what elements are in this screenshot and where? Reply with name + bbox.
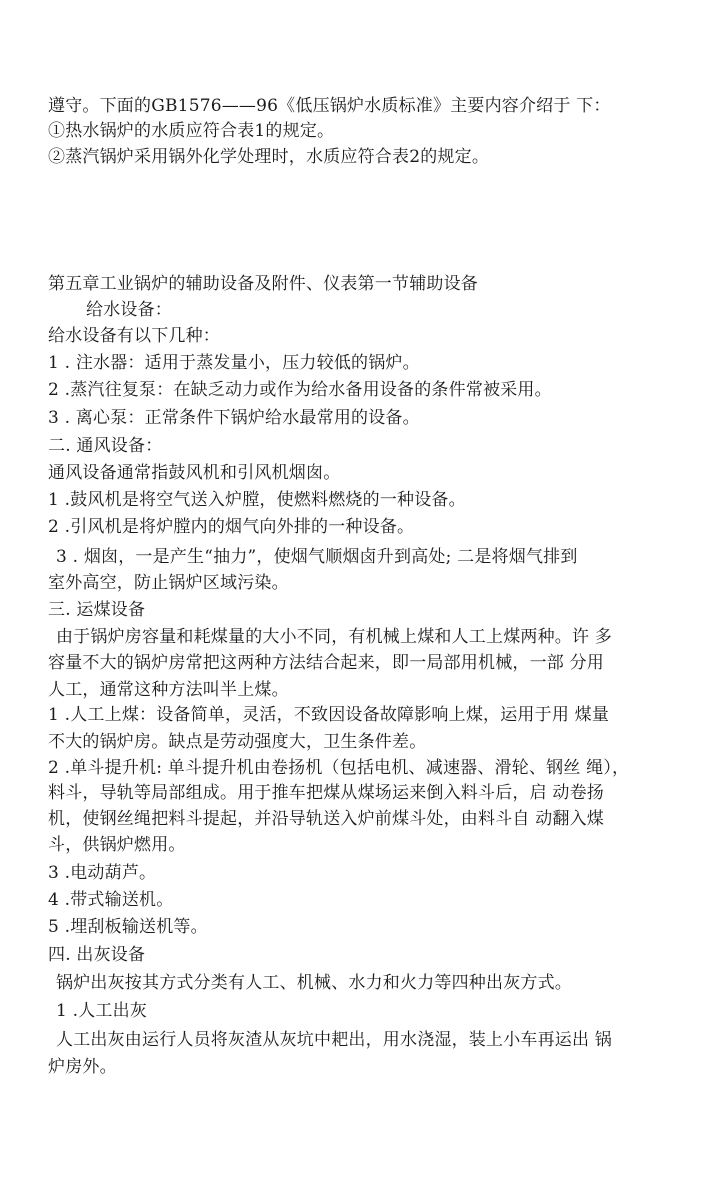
feedwater-heading: 给水设备： — [86, 300, 172, 320]
coal-item-2-line-2: 料斗，导轨等局部组成。用于推车把煤从煤场运来倒入料斗后，启 动卷扬 — [48, 783, 605, 803]
feedwater-item-3: 3 . 离心泵：正常条件下锅炉给水最常用的设备。 — [48, 408, 420, 428]
intro-line-2: ①热水锅炉的水质应符合表1的规定。 — [48, 121, 335, 141]
ash-intro: 锅炉出灰按其方式分类有人工、机械、水力和火力等四种出灰方式。 — [56, 973, 572, 993]
ventilation-heading: 二. 通风设备： — [48, 436, 163, 456]
coal-para-line-1: 由于锅炉房容量和耗煤量的大小不同，有机械上煤和人工上煤两种。许 多 — [56, 627, 613, 647]
intro-line-3: ②蒸汽锅炉采用锅外化学处理时，水质应符合表2的规定。 — [48, 147, 490, 167]
coal-item-2-line-4: 斗，供锅炉燃用。 — [48, 835, 186, 855]
coal-item-2-line-3: 机，使钢丝绳把料斗提起，并沿导轨送入炉前煤斗处，由料斗自 动翻入煤 — [48, 809, 605, 829]
coal-para-line-3: 人工，通常这种方法叫半上煤。 — [48, 680, 289, 700]
chapter-title: 第五章工业锅炉的辅助设备及附件、仪表第一节辅助设备 — [48, 274, 478, 294]
ash-sub-1: 1 .人工出灰 — [56, 1001, 148, 1021]
coal-item-1-line-1: 1 .人工上煤：设备简单，灵活，不致因设备故障影响上煤，运用于用 煤量 — [48, 705, 610, 725]
feedwater-item-1: 1 . 注水器：适用于蒸发量小，压力较低的锅炉。 — [48, 353, 420, 373]
feedwater-item-2: 2 .蒸汽往复泵：在缺乏动力或作为给水备用设备的条件常被采用。 — [48, 380, 552, 400]
ventilation-item-3-line-1: 3 . 烟囱，一是产生“抽力”，使烟气顺烟卤升到高处; 二是将烟气排到 — [56, 547, 578, 567]
ventilation-intro: 通风设备通常指鼓风机和引风机烟囱。 — [48, 463, 341, 483]
ash-para-line-2: 炉房外。 — [48, 1057, 117, 1077]
coal-item-2-line-1: 2 .单斗提升机: 单斗提升机由卷扬机（包括电机、减速器、滑轮、钢丝 绳）， — [48, 758, 630, 778]
ventilation-item-3-line-2: 室外高空，防止锅炉区域污染。 — [48, 573, 289, 593]
ventilation-item-1: 1 .鼓风机是将空气送入炉膛，使燃料燃烧的一种设备。 — [48, 490, 466, 510]
coal-item-5: 5 .埋刮板输送机等。 — [48, 917, 208, 937]
ash-heading: 四. 出灰设备 — [48, 945, 146, 965]
ash-para-line-1: 人工出灰由运行人员将灰渣从灰坑中耙出，用水浇湿，装上小车再运出 锅 — [56, 1030, 613, 1050]
coal-para-line-2: 容量不大的锅炉房常把这两种方法结合起来，即一局部用机械，一部 分用 — [48, 653, 605, 673]
coal-heading: 三. 运煤设备 — [48, 600, 146, 620]
feedwater-intro: 给水设备有以下几种： — [48, 326, 220, 346]
coal-item-3: 3 .电动葫芦。 — [48, 863, 157, 883]
coal-item-4: 4 .带式输送机。 — [48, 890, 174, 910]
intro-line-1: 遵守。下面的GB1576——96《低压锅炉水质标准》主要内容介绍于 下： — [48, 96, 611, 116]
coal-item-1-line-2: 不大的锅炉房。缺点是劳动强度大，卫生条件差。 — [48, 732, 427, 752]
ventilation-item-2: 2 .引风机是将炉膛内的烟气向外排的一种设备。 — [48, 517, 415, 537]
